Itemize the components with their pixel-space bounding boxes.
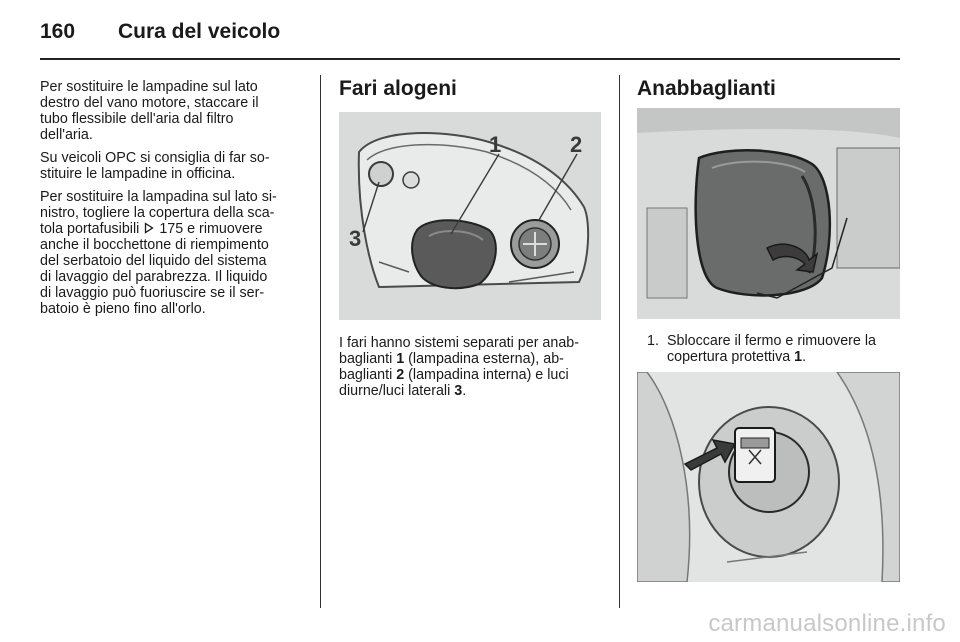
bulb-holder-figure [637,372,900,582]
header-rule [40,58,900,60]
column-divider-right [619,75,620,608]
halogen-caption: I fari hanno sistemi separati per anab- baglianti 1 (lampadina esterna), ab- baglianti 2 (lampadina interna) e luci diurne/luci laterali 3. [339,335,579,399]
paragraph-air-hose: Per sostituire le lampadine sul lato destro del vano motore, staccare il tubo flessibile dell'aria dal filtro dell'aria. [40,79,259,143]
figure-label-2: 2 [570,132,583,157]
step-1 [647,333,907,367]
low-beam-cover-figure [637,108,900,319]
protective-cover-illustration [637,108,900,319]
step-number: 1. [647,333,659,349]
page-title: Cura del veicolo [118,20,281,43]
headlight-illustration [339,112,601,320]
watermark: carmanualsonline.info [708,610,946,637]
step-text-line1: Sbloccare il fermo e rimuovere la [667,333,876,349]
heading-low-beam: Anabbaglianti [637,77,776,100]
figure-label-3: 3 [349,226,362,251]
left-column-text [40,79,310,324]
paragraph-left-side: Per sostituire la lampadina sul lato si- nistro, togliere la copertura della sca- tola portafusibili 175 e rimuovere anche il bocchettone di riempimento del serbatoio del liquido del sistema di lavaggio del parabrezza. Il liquido di lavaggio può fuoriuscire se il ser- batoio è pieno fino all'orlo. [40,189,277,317]
page-number: 160 [40,20,76,43]
column-divider-left [320,75,321,608]
halogen-headlight-figure [339,112,601,320]
paragraph-opc-vehicles: Su veicoli OPC si consiglia di far so- stituire le lampadine in officina. [40,150,270,182]
heading-halogen-headlights: Fari alogeni [339,77,457,100]
step-text-line2: copertura protettiva 1. [667,349,807,365]
bulb-holder-illustration [637,372,900,582]
arrow-reference-icon [144,222,154,234]
figure-label-1: 1 [489,132,502,157]
